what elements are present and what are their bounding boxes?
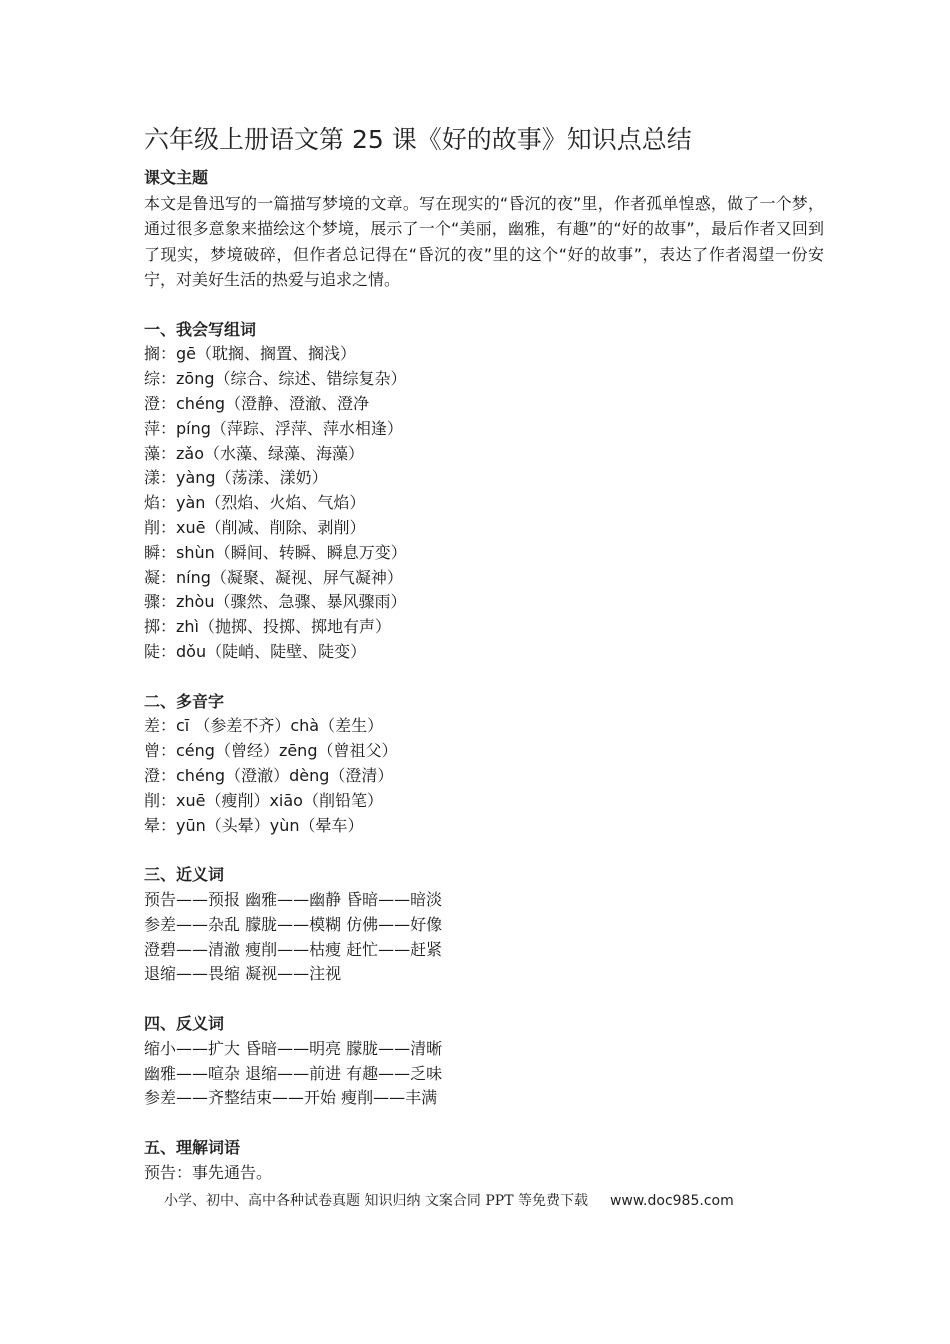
synonym-line: 参差——杂乱 朦胧——模糊 仿佛——好像: [144, 914, 443, 934]
footer-site-link[interactable]: www.doc985.com: [609, 1193, 734, 1209]
section-heading: 一、我会写组词: [144, 319, 257, 339]
synonym-line: 预告——预报 幽雅——幽静 昏暗——暗淡: [144, 889, 443, 909]
word-line: 澄：chéng（澄静、澄澈、澄净: [144, 393, 370, 413]
polyphone-line: 晕：yūn（头晕）yùn（晕车）: [144, 815, 364, 835]
section-spacer: [144, 665, 824, 690]
antonym-line: 幽雅——喧杂 退缩——前进 有趣——乏味: [144, 1063, 443, 1083]
document-body: [144, 122, 824, 1185]
polyphone-line: 澄：chéng（澄澈）dèng（澄清）: [144, 765, 394, 785]
word-line: 搁：gē（耽搁、搁置、搁浅）: [144, 344, 357, 364]
theme-heading: 课文主题: [144, 168, 209, 187]
section-heading: 三、近义词: [144, 865, 225, 885]
word-line: 骤：zhòu（骤然、急骤、暴风骤雨）: [144, 592, 407, 612]
section-spacer: [144, 838, 824, 863]
section-spacer: [144, 293, 824, 318]
footer-text: 小学、初中、高中各种试卷真题 知识归纳 文案合同 PPT 等免费下载: [164, 1193, 588, 1209]
meaning-line: 预告：事先通告。: [144, 1162, 273, 1182]
synonym-line: 澄碧——清澈 瘦削——枯瘦 赶忙——赶紧: [144, 939, 443, 959]
section-antonyms: [144, 1012, 824, 1111]
word-line: 掷：zhì（抛掷、投掷、掷地有声）: [144, 617, 391, 637]
section-write-words: [144, 318, 824, 665]
section-word-meanings: [144, 1136, 824, 1186]
section-spacer: [144, 1111, 824, 1136]
section-polyphones: [144, 690, 824, 839]
word-line: 综：zōng（综合、综述、错综复杂）: [144, 369, 407, 389]
polyphone-line: 曾：céng（曾经）zēng（曾祖父）: [144, 741, 398, 761]
section-spacer: [144, 987, 824, 1012]
section-synonyms: [144, 863, 824, 987]
word-line: 凝：níng（凝聚、凝视、屏气凝神）: [144, 567, 403, 587]
synonym-line: 退缩——畏缩 凝视——注视: [144, 964, 342, 984]
polyphone-line: 差：cī （参差不齐）chà（差生）: [144, 716, 384, 736]
polyphone-line: 削：xuē（瘦削）xiāo（削铅笔）: [144, 790, 383, 810]
word-line: 漾：yàng（荡漾、漾奶）: [144, 468, 328, 488]
page-title: 六年级上册语文第 25 课《好的故事》知识点总结: [144, 125, 692, 154]
section-heading: 五、理解词语: [144, 1137, 241, 1157]
theme-section: [144, 166, 824, 293]
antonym-line: 参差——齐整结束——开始 瘦削——丰满: [144, 1088, 438, 1108]
theme-paragraph: 本文是鲁迅写的一篇描写梦境的文章。写在现实的“昏沉的夜”里，作者孤单惶惑，做了一个梦，通过很多意象来描绘这个梦境，展示了一个“美丽，幽雅，有趣”的“好的故事”，最后作者又回到了现实，梦境破碎，但作者总记得在“昏沉的夜”里的这个“好的故事”，表达了作者渴望一份安宁，对美好生活的热爱与追求之情。: [144, 193, 824, 290]
word-line: 瞬：shùn（瞬间、转瞬、瞬息万变）: [144, 542, 407, 562]
antonym-line: 缩小——扩大 昏暗——明亮 朦胧——清晰: [144, 1038, 443, 1058]
section-heading: 二、多音字: [144, 691, 225, 711]
word-line: 藻：zǎo（水藻、绿藻、海藻）: [144, 443, 364, 463]
word-line: 焰：yàn（烈焰、火焰、气焰）: [144, 493, 366, 513]
word-line: 陡：dǒu（陡峭、陡壁、陡变）: [144, 641, 367, 661]
word-line: 削：xuē（削减、削除、剥削）: [144, 517, 366, 537]
section-heading: 四、反义词: [144, 1013, 225, 1033]
page-footer: [164, 1190, 734, 1212]
word-line: 萍：píng（萍踪、浮萍、萍水相逢）: [144, 418, 403, 438]
